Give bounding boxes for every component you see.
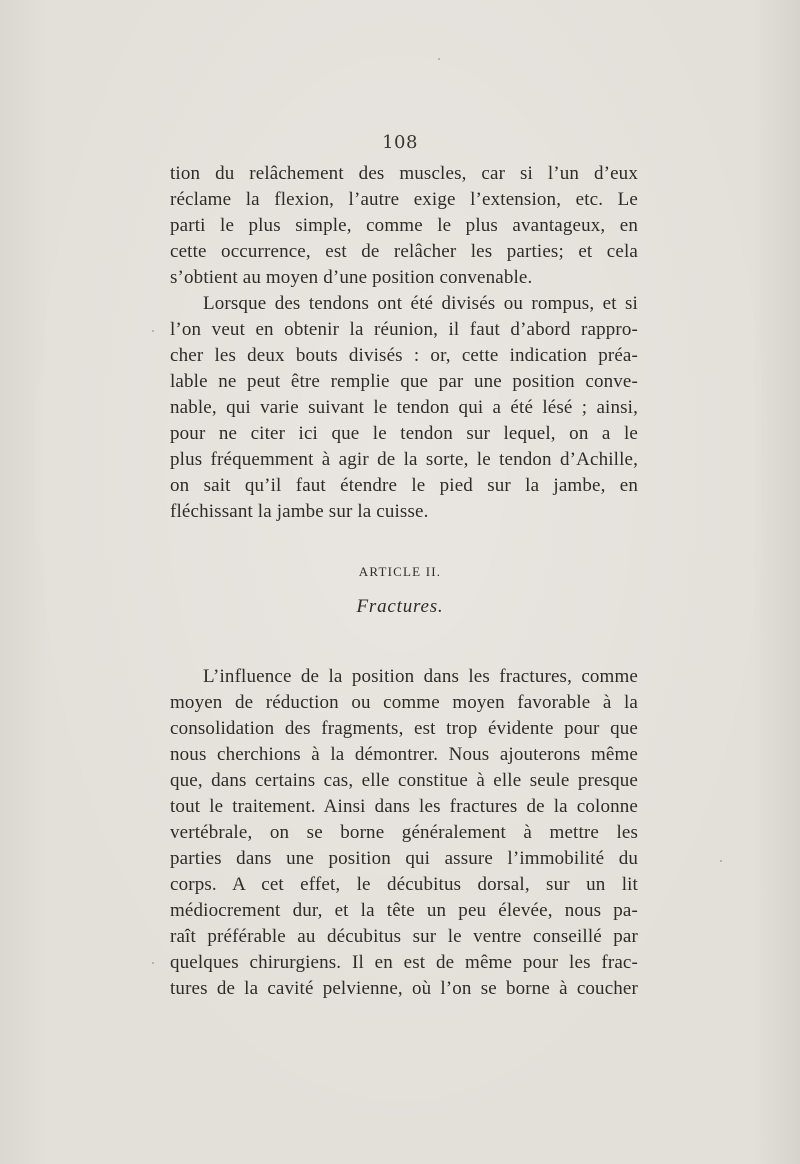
text-block-before-article — [170, 161, 638, 525]
text-line: parties dans une position qui assure l’immobilité du — [170, 848, 638, 869]
text-line: cette occurrence, est de relâcher les parties; et cela — [170, 241, 638, 262]
text-line: nous cherchions à la démontrer. Nous ajouterons même — [170, 744, 638, 765]
text-line: l’on veut en obtenir la réunion, il faut d’abord rappro- — [170, 319, 638, 340]
text-line: cher les deux bouts divisés : or, cette indication préa- — [170, 345, 638, 366]
text-line: vertébrale, on se borne généralement à mettre les — [170, 822, 638, 843]
text-line: raît préférable au décubitus sur le ventre conseillé par — [170, 926, 638, 947]
text-line: L’influence de la position dans les fractures, comme — [203, 666, 638, 687]
text-line: fléchissant la jambe sur la cuisse. — [170, 501, 429, 522]
text-line: moyen de réduction ou comme moyen favorable à la — [170, 692, 638, 713]
text-line: nable, qui varie suivant le tendon qui a été lésé ; ainsi, — [170, 397, 638, 418]
text-line: médiocrement dur, et la tête un peu élevée, nous pa- — [170, 900, 638, 921]
text-line: tures de la cavité pelvienne, où l’on se borne à coucher — [170, 978, 638, 999]
paper-speck — [438, 58, 440, 60]
page-number: 108 — [382, 132, 418, 153]
article-heading: ARTICLE II. — [358, 564, 442, 579]
text-line: réclame la flexion, l’autre exige l’extension, etc. Le — [170, 189, 638, 210]
paper-speck — [152, 962, 154, 964]
text-line: quelques chirurgiens. Il en est de même pour les frac- — [170, 952, 638, 973]
text-line: Lorsque des tendons ont été divisés ou rompus, et si — [203, 293, 638, 314]
text-line: plus fréquemment à agir de la sorte, le tendon d’Achille, — [170, 449, 638, 470]
text-line: pour ne citer ici que le tendon sur lequel, on a le — [170, 423, 638, 444]
text-line: que, dans certains cas, elle constitue à elle seule presque — [170, 770, 638, 791]
text-line: on sait qu’il faut étendre le pied sur la jambe, en — [170, 475, 638, 496]
text-line: corps. A cet effet, le décubitus dorsal, sur un lit — [170, 874, 638, 895]
paper-speck — [152, 330, 154, 332]
text-line: s’obtient au moyen d’une position convenable. — [170, 267, 533, 288]
section-title: Fractures. — [356, 596, 444, 617]
text-line: lable ne peut être remplie que par une position conve- — [170, 371, 638, 392]
text-line: parti le plus simple, comme le plus avantageux, en — [170, 215, 638, 236]
text-line: consolidation des fragments, est trop évidente pour que — [170, 718, 638, 739]
text-line: tout le traitement. Ainsi dans les fractures de la colonne — [170, 796, 638, 817]
paper-speck — [720, 860, 722, 862]
text-line: tion du relâchement des muscles, car si l’un d’eux — [170, 163, 638, 184]
text-block-after-article — [170, 664, 638, 1002]
